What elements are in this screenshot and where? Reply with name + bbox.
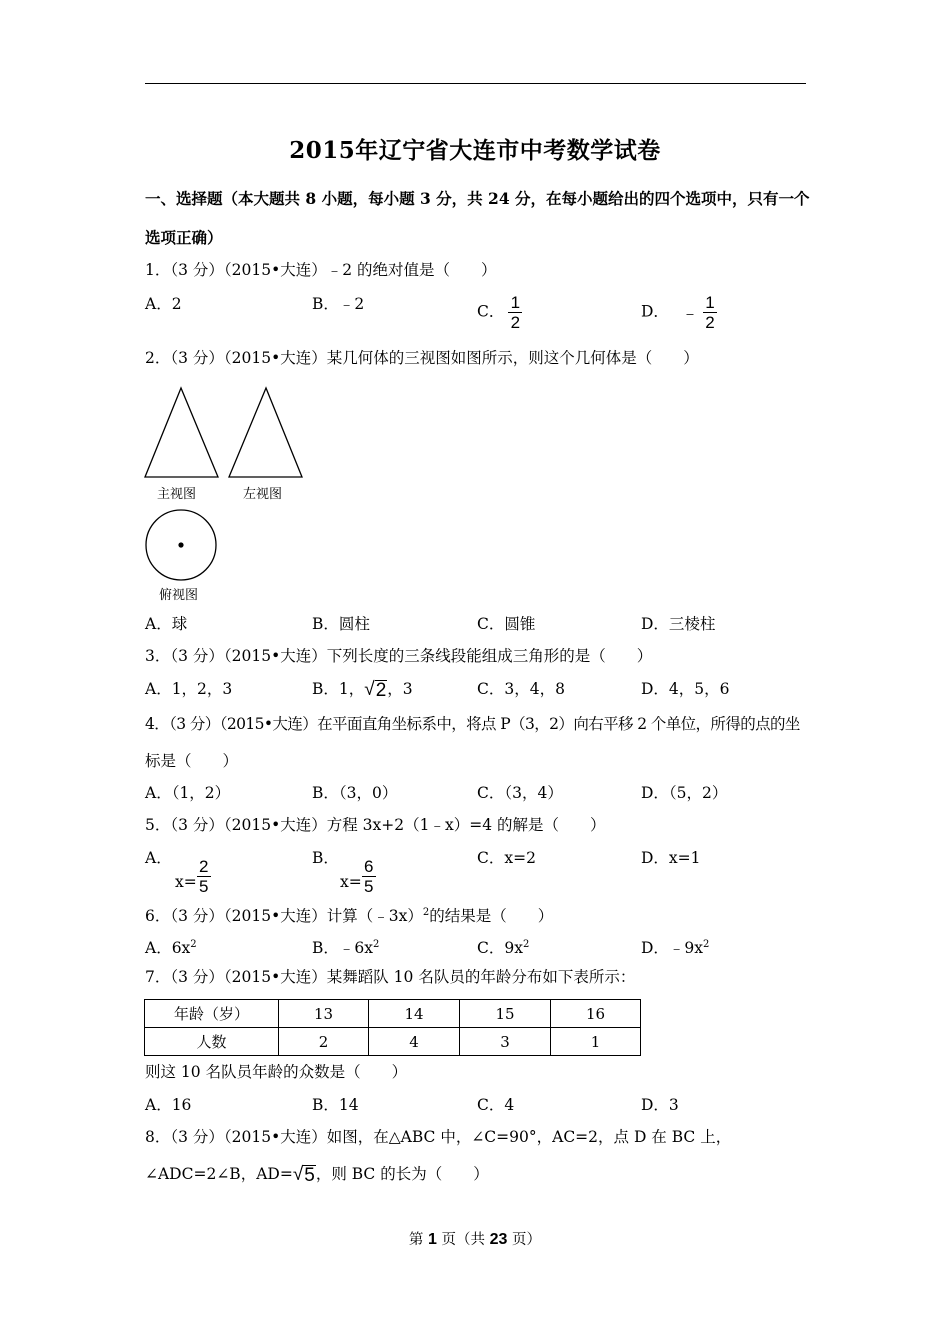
q2-option-a: A．球 [145,615,188,633]
q4-stem-line1: 4．（3 分）（2015•大连）在平面直角坐标系中，将点 P（3，2）向右平移 2 个单位，所得的点的坐 [145,715,800,733]
radical-sign: √ [292,1164,304,1185]
q8-stem-line1: 8．（3 分）（2015•大连）如图，在△ABC 中，∠C=90°，AC=2，点 D 在 BC 上， [145,1128,732,1146]
left-view-triangle [229,388,302,477]
q1-option-d [641,293,717,332]
table-row [145,1028,641,1056]
page-number: 1 [428,1231,437,1248]
exponent: 2 [703,939,710,950]
table-cell: 4 [369,1028,460,1056]
q3-option-c: C．3，4，8 [477,680,565,698]
exponent: 2 [422,907,430,918]
footer-text: 页） [507,1232,542,1248]
q6-stem-text: 6．（3 分）（2015•大连）计算（﹣3x） [145,907,423,925]
table-cell: 15 [460,1000,551,1028]
q1-option-d-fraction [703,293,717,332]
q6-option-a [145,934,197,959]
q1-option-a: A．2 [145,295,182,313]
radicand: 5 [304,1165,315,1186]
page-title: 2015年辽宁省大连市中考数学试卷 [289,137,661,164]
front-view-triangle [145,388,218,477]
q6-option-c-text: C．9x [477,939,523,957]
denominator: 2 [510,313,521,332]
q1-option-c-label: C． [477,302,505,321]
q1-option-d-sign: ﹣ [680,302,699,323]
denominator: 5 [199,877,209,896]
q3-option-b [312,678,413,701]
radicand: 2 [375,680,387,701]
exponent: 2 [373,939,380,950]
q7-option-c: C．4 [477,1096,515,1114]
table-cell: 年龄（岁） [145,1000,279,1028]
q8-stem-text: ∠ADC=2∠B，AD= [145,1165,293,1183]
q7-stem: 7．（3 分）（2015•大连）某舞蹈队 10 名队员的年龄分布如下表所示： [145,968,636,986]
q4-stem-line2: 标是（ ） [145,752,239,770]
q7-option-a: A．16 [145,1096,192,1114]
q1-stem: 1．（3 分）（2015•大连）﹣2 的绝对值是（ ） [145,261,497,279]
sqrt-expression [293,1164,316,1186]
table-cell: 16 [551,1000,641,1028]
section-heading-line1: 一、选择题（本大题共 8 小题，每小题 3 分，共 24 分，在每小题给出的四个选项中，只有一个 [145,189,810,208]
exponent: 2 [522,939,530,950]
q7-option-b: B．14 [312,1096,359,1114]
q2-option-d: D．三棱柱 [641,615,716,633]
footer-text: 页（共 [436,1232,490,1248]
numerator: 6 [364,857,374,876]
q3-option-b-tail: ，3 [387,680,413,698]
q7-ask: 则这 10 名队员年龄的众数是（ ） [145,1063,408,1081]
denominator: 2 [705,313,715,332]
top-view-center-dot [178,542,183,547]
q5-option-b-label: B． [312,849,339,867]
q6-option-d-text: D．﹣9x [641,939,704,957]
q5-option-b-fraction [362,857,376,896]
q5-option-b [312,847,376,908]
front-view-label: 主视图 [157,487,197,502]
q3-option-a: A．1，2，3 [145,680,233,698]
header-rule [145,83,806,84]
q6-option-b [312,934,379,959]
table-cell: 1 [551,1028,641,1056]
top-view-label: 俯视图 [159,588,199,603]
numerator: 1 [510,293,521,312]
numerator: 1 [705,293,715,312]
q6-stem [145,902,553,927]
q5-option-a-var: x= [175,872,197,891]
sqrt-expression [364,679,387,701]
q5-option-c: C．x=2 [477,849,536,867]
q6-option-b-text: B．﹣6x [312,939,373,957]
q2-option-b: B．圆柱 [312,615,370,633]
table-row [145,1000,641,1028]
q6-option-d [641,934,709,959]
q4-option-b: B．（3，0） [312,784,398,802]
q1-option-b: B．﹣2 [312,295,365,313]
q6-stem-tail: 的结果是（ ） [429,907,554,925]
q6-option-c [477,934,529,959]
q5-option-a-fraction [197,857,211,896]
q8-stem-tail: ，则 BC 的长为（ ） [315,1165,489,1183]
q1-option-c [477,293,522,332]
exponent: 2 [190,939,197,950]
q6-option-a-text: A．6x [145,939,191,957]
q5-stem: 5．（3 分）（2015•大连）方程 3x+2（1﹣x）=4 的解是（ ） [145,816,606,834]
q3-option-d: D．4，5，6 [641,680,730,698]
page-total: 23 [489,1231,508,1248]
q1-option-c-fraction [508,293,522,332]
left-view-label: 左视图 [243,487,283,502]
numerator: 2 [199,857,209,876]
q3-option-b-label: B．1， [312,680,365,698]
q7-age-table [144,999,641,1056]
section-heading-line2: 选项正确） [145,228,223,247]
table-cell: 3 [460,1028,551,1056]
q2-three-views-figure [142,385,312,605]
q4-option-d: D．（5，2） [641,784,728,802]
q1-option-d-label: D． [641,302,669,321]
q8-stem-line2 [145,1163,489,1186]
q2-option-c: C．圆锥 [477,615,536,633]
table-cell: 13 [279,1000,369,1028]
q5-option-a-label: A． [145,849,172,867]
table-cell: 人数 [145,1028,279,1056]
q4-option-c: C．（3，4） [477,784,563,802]
q7-option-d: D．3 [641,1096,679,1114]
q5-option-a [145,847,211,908]
q5-option-b-var: x= [340,872,362,891]
page-footer [0,1228,950,1249]
q2-stem: 2．（3 分）（2015•大连）某几何体的三视图如图所示，则这个几何体是（ ） [145,349,699,367]
table-cell: 2 [279,1028,369,1056]
q5-option-d: D．x=1 [641,849,701,867]
q3-stem: 3．（3 分）（2015•大连）下列长度的三条线段能组成三角形的是（ ） [145,647,653,665]
table-cell: 14 [369,1000,460,1028]
footer-text: 第 [408,1232,429,1248]
radical-sign: √ [364,679,375,700]
q4-option-a: A．（1，2） [145,784,231,802]
denominator: 5 [364,877,374,896]
